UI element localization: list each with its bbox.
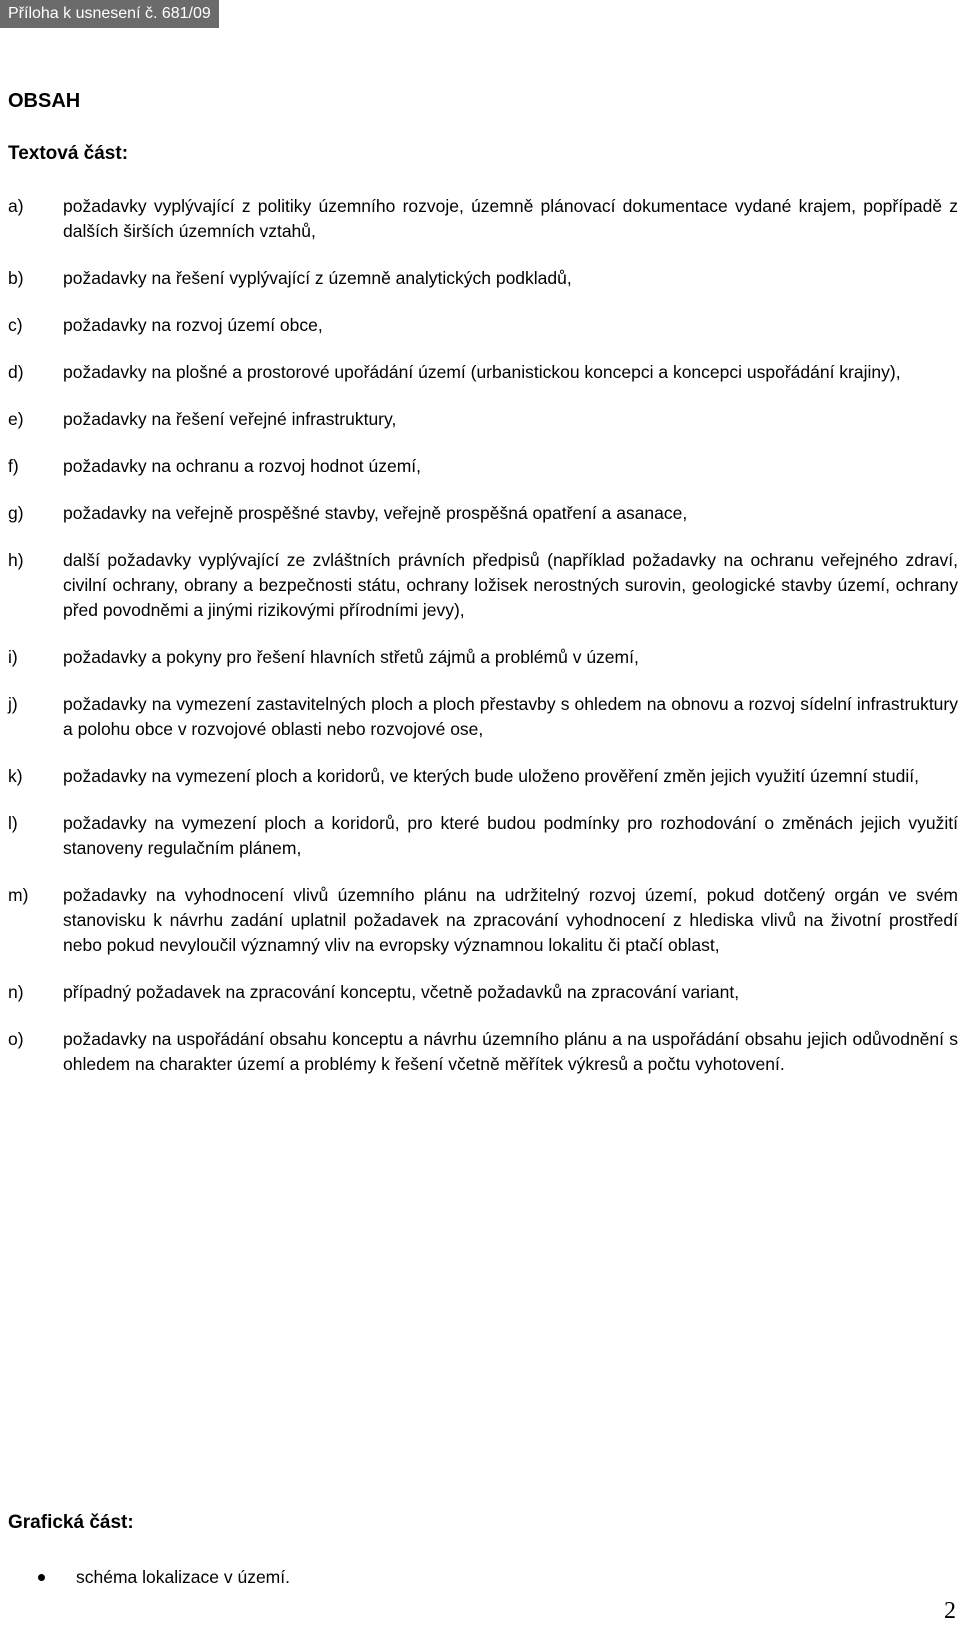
- textova-cast-list: [8, 194, 958, 1099]
- list-item-text: požadavky na řešení veřejné infrastruktury,: [63, 409, 397, 429]
- list-item-text: další požadavky vyplývající ze zvláštních právních předpisů (například požadavky na ochranu veřejného zdraví, civilní ochrany, obrany a bezpečnosti státu, ochrany ložisek nerostných surovin, geologické stavby území, ochrany před povodněmi a jinými rizikovými přírodními jevy),: [63, 550, 958, 620]
- list-item: [8, 692, 958, 742]
- list-item-letter: i): [8, 647, 18, 667]
- document-header-label: Příloha k usnesení č. 681/09: [0, 0, 219, 28]
- list-item-letter: e): [8, 409, 24, 429]
- list-item-letter: m): [8, 885, 29, 905]
- bullet-item: [8, 1565, 290, 1590]
- list-item-letter: g): [8, 503, 24, 523]
- list-item-text: požadavky na řešení vyplývající z územně analytických podkladů,: [63, 268, 572, 288]
- list-item: [8, 313, 958, 338]
- list-item-letter: k): [8, 766, 23, 786]
- list-item-letter: c): [8, 315, 23, 335]
- list-item: [8, 548, 958, 623]
- list-item-text: požadavky na vymezení ploch a koridorů, ve kterých bude uloženo prověření změn jejich využití územní studií,: [63, 766, 919, 786]
- list-item: [8, 883, 958, 958]
- list-item: [8, 360, 958, 385]
- list-item-letter: f): [8, 456, 19, 476]
- list-item-text: požadavky na vymezení zastavitelných ploch a ploch přestavby s ohledem na obnovu a rozvoj sídelní infrastruktury a polohu obce v rozvojové oblasti nebo rozvojové ose,: [63, 694, 958, 739]
- list-item: [8, 407, 958, 432]
- section-heading-graficka: Grafická část:: [8, 1512, 134, 1533]
- graficka-cast-list: [8, 1565, 290, 1590]
- page-number: 2: [944, 1598, 956, 1624]
- list-item: [8, 645, 958, 670]
- list-item-text: požadavky na rozvoj území obce,: [63, 315, 323, 335]
- list-item: [8, 454, 958, 479]
- list-item: [8, 1027, 958, 1077]
- list-item-text: požadavky na uspořádání obsahu konceptu a návrhu územního plánu a na uspořádání obsahu jejich odůvodnění s ohledem na charakter území a problémy k řešení včetně měřítek výkresů a počtu vyhotovení.: [63, 1029, 958, 1074]
- list-item-text: požadavky vyplývající z politiky územního rozvoje, územně plánovací dokumentace vydané krajem, popřípadě z dalších širších územních vztahů,: [63, 196, 958, 241]
- list-item: [8, 764, 958, 789]
- list-item: [8, 980, 958, 1005]
- list-item-text: požadavky na vymezení ploch a koridorů, pro které budou podmínky pro rozhodování o změnách jejich využití stanoveny regulačním plánem,: [63, 813, 958, 858]
- list-item-letter: l): [8, 813, 18, 833]
- list-item-text: požadavky na plošné a prostorové upořádání území (urbanistickou koncepci a koncepci uspořádání krajiny),: [63, 362, 901, 382]
- list-item-text: požadavky na ochranu a rozvoj hodnot území,: [63, 456, 421, 476]
- list-item-letter: h): [8, 550, 24, 570]
- section-heading-textova: Textová část:: [8, 143, 129, 164]
- list-item-letter: b): [8, 268, 24, 288]
- list-item-letter: d): [8, 362, 24, 382]
- list-item-text: požadavky na veřejně prospěšné stavby, veřejně prospěšná opatření a asanace,: [63, 503, 688, 523]
- list-item: [8, 501, 958, 526]
- list-item: [8, 266, 958, 291]
- bullet-icon: [8, 1574, 76, 1581]
- list-item: [8, 811, 958, 861]
- list-item-letter: n): [8, 982, 24, 1002]
- list-item-text: požadavky na vyhodnocení vlivů územního plánu na udržitelný rozvoj území, pokud dotčený orgán ve svém stanovisku k návrhu zadání uplatnil požadavek na zpracování vyhodnocení z hlediska vlivů na životní prostředí nebo pokud nevyloučil významný vliv na evropsky významnou lokalitu či ptačí oblast,: [63, 885, 958, 955]
- list-item-text: případný požadavek na zpracování konceptu, včetně požadavků na zpracování variant,: [63, 982, 740, 1002]
- list-item: [8, 194, 958, 244]
- list-item-text: požadavky a pokyny pro řešení hlavních střetů zájmů a problémů v území,: [63, 647, 639, 667]
- list-item-letter: o): [8, 1029, 24, 1049]
- list-item-letter: j): [8, 694, 18, 714]
- page-title: OBSAH: [8, 90, 81, 112]
- bullet-item-text: schéma lokalizace v území.: [76, 1567, 290, 1587]
- list-item-letter: a): [8, 196, 24, 216]
